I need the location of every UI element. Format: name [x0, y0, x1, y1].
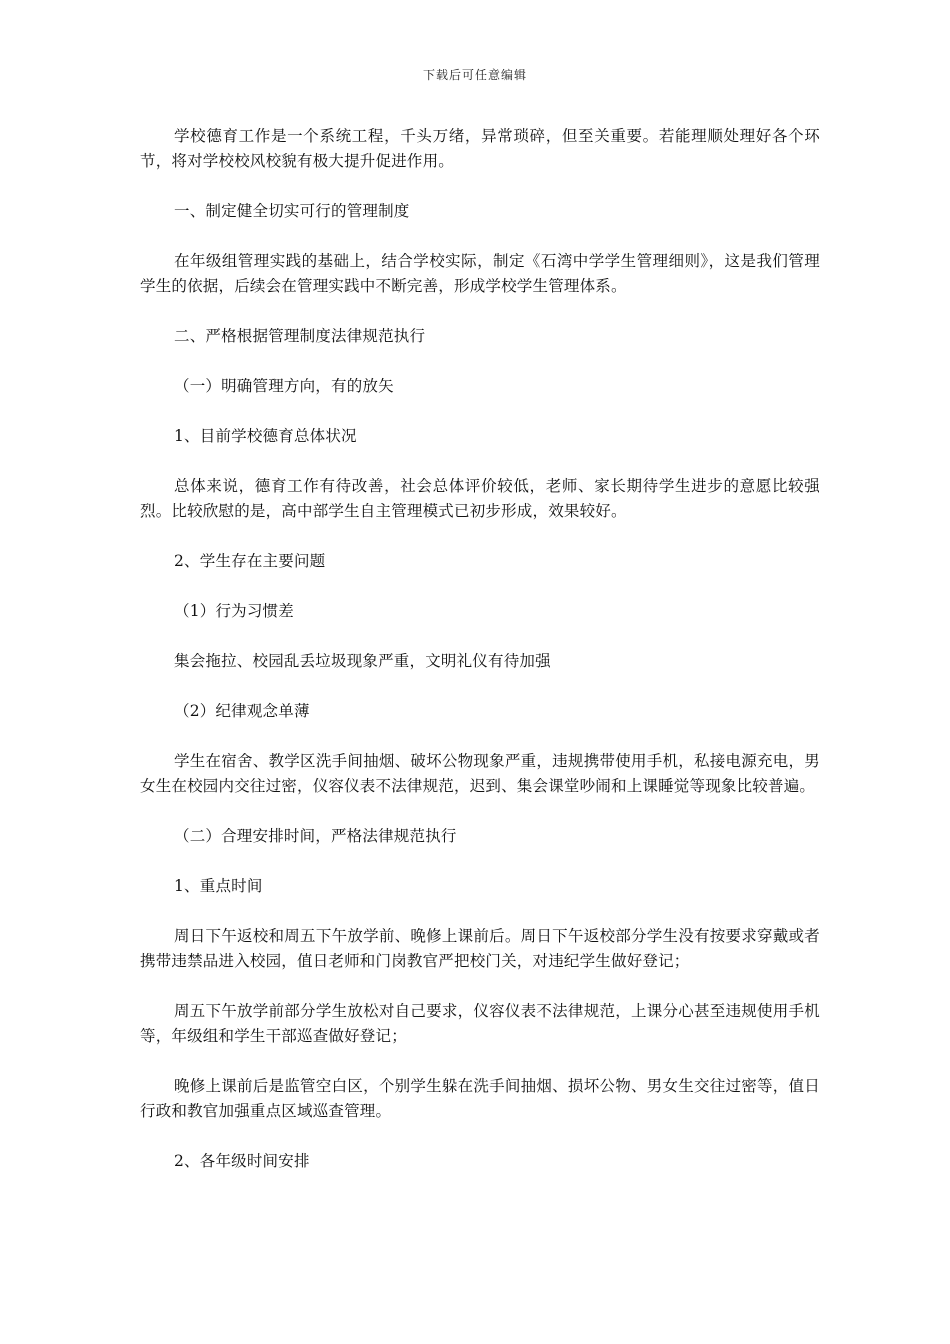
- subsection-heading: （二）合理安排时间，严格法律规范执行: [174, 827, 457, 845]
- section-heading-1: 一、制定健全切实可行的管理制度: [174, 202, 410, 220]
- body-paragraph: 周日下午返校和周五下午放学前、晚修上课前后。周日下午返校部分学生没有按要求穿戴或者携带违禁品进入校园，值日老师和门岗教官严把校门关，对违纪学生做好登记；: [140, 927, 820, 970]
- body-paragraph: 总体来说，德育工作有待改善，社会总体评价较低，老师、家长期待学生进步的意愿比较强烈。比较欣慰的是，高中部学生自主管理模式已初步形成，效果较好。: [140, 477, 820, 520]
- item-heading: 2、各年级时间安排: [174, 1152, 310, 1170]
- sub-item-heading: （1）行为习惯差: [174, 602, 294, 620]
- body-paragraph: 晚修上课前后是监管空白区，个别学生躲在洗手间抽烟、损坏公物、男女生交往过密等，值日行政和教官加强重点区域巡查管理。: [140, 1077, 820, 1120]
- body-paragraph: 在年级组管理实践的基础上，结合学校实际，制定《石湾中学学生管理细则》，这是我们管理学生的依据，后续会在管理实践中不断完善，形成学校学生管理体系。: [140, 252, 820, 295]
- body-paragraph: 学生在宿舍、教学区洗手间抽烟、破坏公物现象严重，违规携带使用手机，私接电源充电，男女生在校园内交往过密，仪容仪表不法律规范，迟到、集会课堂吵闹和上课睡觉等现象比较普遍。: [140, 752, 820, 795]
- item-heading: 2、学生存在主要问题: [174, 552, 326, 570]
- body-paragraph: 周五下午放学前部分学生放松对自己要求，仪容仪表不法律规范，上课分心甚至违规使用手机等，年级组和学生干部巡查做好登记；: [140, 1002, 820, 1045]
- intro-paragraph: 学校德育工作是一个系统工程，千头万绪，异常琐碎，但至关重要。若能理顺处理好各个环节，将对学校校风校貌有极大提升促进作用。: [140, 127, 820, 170]
- section-heading-2: 二、严格根据管理制度法律规范执行: [174, 327, 426, 345]
- header-note: 下载后可任意编辑: [422, 68, 527, 82]
- sub-item-heading: （2）纪律观念单薄: [174, 702, 310, 720]
- subsection-heading: （一）明确管理方向，有的放矢: [174, 377, 394, 395]
- document-body: [140, 124, 820, 1199]
- body-paragraph: 集会拖拉、校园乱丢垃圾现象严重，文明礼仪有待加强: [174, 652, 551, 670]
- item-heading: 1、重点时间: [174, 877, 263, 895]
- item-heading: 1、目前学校德育总体状况: [174, 427, 357, 445]
